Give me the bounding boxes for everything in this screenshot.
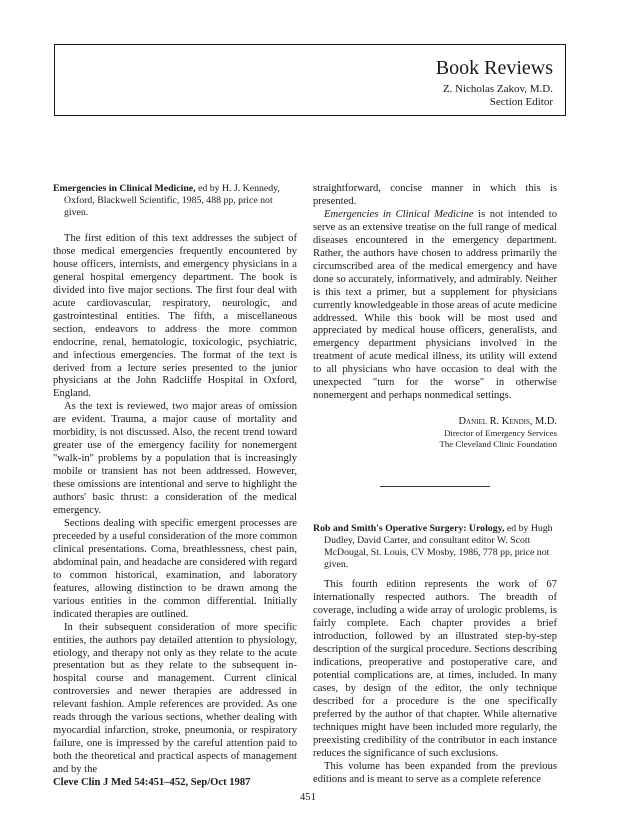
review2-heading — [313, 523, 557, 571]
review2-paragraph: This fourth edition represents the work of 67 internationally respected authors. The breadth of coverage, including a wide array of urologic problems, is fairly complete. Each chapter provides a brief introduction, followed by an illustrated step-by-step description of the surgical procedure. Sections describing indications, preoperative and postoperative care, and potential complications are, at times, included. In many cases, by design of the editor, the only technique described for a procedure is the one specifically preferred by the author of that chapter. While alternative techniques might have been included more regularly, the preexisting credibility of the contributor in each instance reduces the significance of such exclusions. — [313, 579, 557, 759]
reviewer-org: The Cleveland Clinic Foundation — [439, 439, 557, 450]
editor-role: Section Editor — [489, 96, 553, 108]
reviewer-name: Daniel R. Kendis, M.D. — [458, 416, 557, 428]
review-divider — [380, 486, 490, 487]
review1-paragraph: Sections dealing with specific emergent processes are preceeded by a useful consideration of the more common clinical presentations. Coma, breathlessness, chest pain, abdominal pain, and headache are considered with regard to common historical, examination, and laboratory features, allowing distinction to be drawn among the various entities in the common differential. Initially indicated therapies are outlined. — [53, 517, 297, 620]
review1-heading — [53, 183, 297, 219]
editor-name: Z. Nicholas Zakov, M.D. — [442, 83, 553, 95]
review1-continuation: straightforward, concise manner in which this is presented. — [313, 183, 557, 207]
page-number: 451 — [300, 792, 316, 803]
review1-book-title: Emergencies in Clinical Medicine, — [53, 183, 196, 194]
reviewer-title: Director of Emergency Services — [444, 428, 557, 439]
review1-final-rest: is not intended to serve as an extensive treatise on the full range of medical diseases encountered in the emergency department. Rather, the authors have chosen to address primarily the circumscribed area of the medical emergency and have done so accurately, informatively, and admirably. Neither is this text a primer, but a supplement for physicians currently knowledgeable in those areas of acute medicine addressed. While this book will be most used and appreciated by medical house officers, generalists, and emergency department physicians involved in the treatment of acute medical illness, its utility will extend to all physicians who have occasion to deal with the unexpected "turn for the worse" in otherwise nonemergent and perhaps nonmedical settings. — [313, 208, 557, 402]
review1-citation: ed by H. J. Kennedy, Oxford, Blackwell Scientific, 1985, 488 pp, price not given. — [64, 183, 280, 218]
review2-book-title: Rob and Smith's Operative Surgery: Urology, — [313, 523, 505, 535]
left-column — [53, 183, 297, 777]
review1-paragraph: As the text is reviewed, two major areas of omission are evident. Trauma, a major cause of mortality and morbidity, is not discussed. Also, the recent trend toward greater use of the emergency facility for nonemergent "walk-in" problems by a population that is increasingly mobile or transient has not been addressed. However, these omissions are intentional and serve to highlight the authors' basic thrust: a consideration of the medical emergency. — [53, 401, 297, 517]
review2-paragraph: This volume has been expanded from the previous editions and is meant to serve as a complete reference — [313, 760, 557, 785]
review1-paragraph: The first edition of this text addresses the subject of those medical emergencies frequently encountered by house officers, internists, and emergency physicians in a general hospital emergency department. The book is divided into five major sections. The first four deal with acute cardiovascular, respiratory, neurologic, and gastrointestinal entities. The fifth, a miscellaneous section, endeavors to address the more common endocrine, renal, hematologic, toxicologic, psychiatric, and infectious emergencies. The format of the text is derived from a lecture series presented to the junior physicians at the John Radcliffe Hospital in Oxford, England. — [53, 233, 297, 400]
journal-citation-text: Cleve Clin J Med 54:451–452, Sep/Oct 1987 — [53, 777, 251, 788]
section-editor — [443, 83, 553, 109]
review1-paragraph: In their subsequent consideration of more specific entities, the authors pay detailed attention to physiology, etiology, and therapy not only as they relate to the acute presentation but as they relate to the subsequent in-hospital course and management. Current clinical controversies and newer therapies are addressed in relevant fashion. Ample references are provided. As one reads through the various sections, whether dealing with myocardial infarction, stroke, pneumonia, or respiratory failure, one is impressed by the careful attention paid to both the theoretical and practical aspects of management and by the — [53, 621, 297, 776]
section-title: Book Reviews — [435, 57, 553, 79]
right-column — [313, 183, 557, 786]
journal-citation — [53, 777, 250, 788]
review1-final-paragraph — [313, 209, 557, 403]
review2-citation: ed by Hugh Dudley, David Carter, and consultant editor W. Scott McDougal, St. Louis, CV Mosby, 1986, 778 pp, price not given. — [324, 523, 553, 571]
review1-final-italic: Emergencies in Clinical Medicine — [324, 208, 474, 220]
section-header-box — [54, 44, 566, 116]
